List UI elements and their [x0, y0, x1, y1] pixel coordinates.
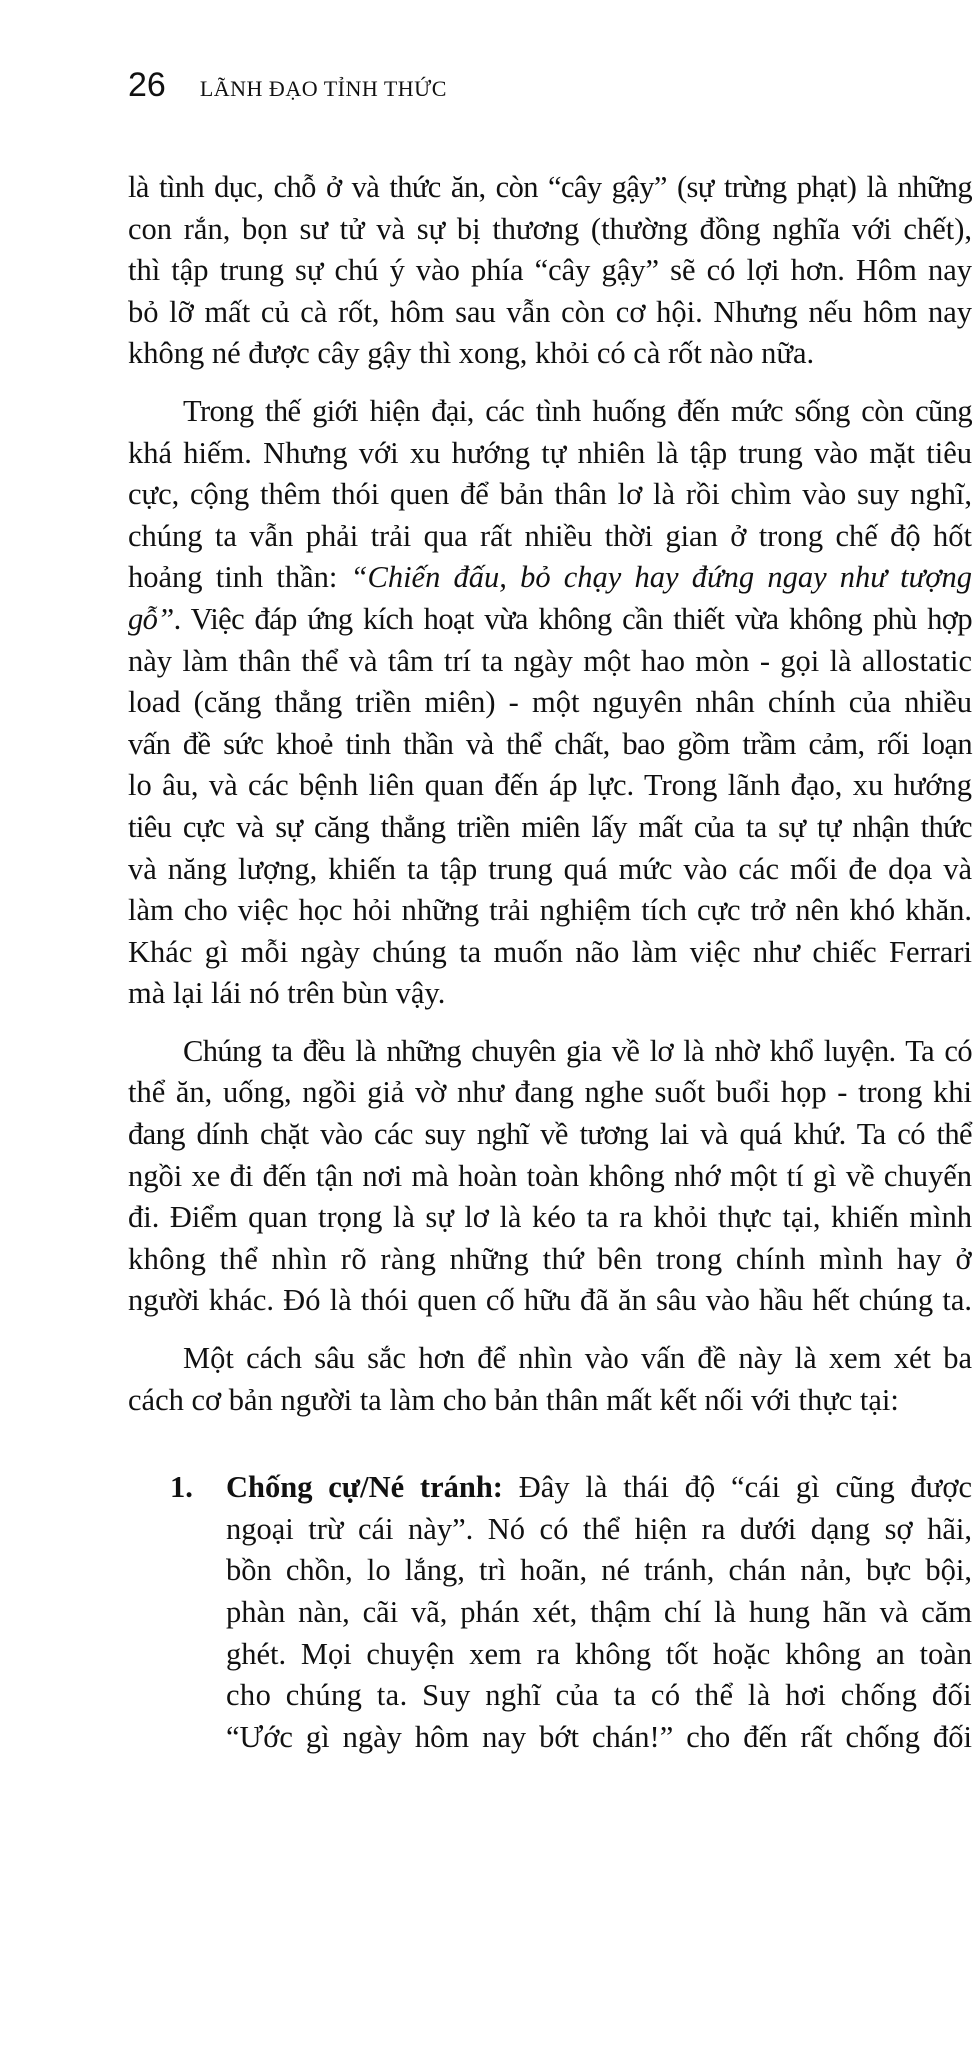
text-line: ngoại trừ cái này”. Nó có thể hiện ra dưới dạng sợ hãi,: [226, 1511, 972, 1546]
text-line: ngồi xe đi đến tận nơi mà hoàn toàn không nhớ một tí gì về chuyến: [128, 1158, 972, 1193]
text-line: ghét. Mọi chuyện xem ra không tốt hoặc không an toàn: [226, 1636, 972, 1671]
text-line: load (căng thẳng triền miên) - một nguyên nhân chính của nhiều: [128, 685, 972, 720]
text-line: cách cơ bản người ta làm cho bản thân mất kết nối với thực tại:: [128, 1382, 899, 1417]
body-text: [128, 167, 972, 1758]
text-line: phàn nàn, cãi vã, phán xét, thậm chí là hung hãn và căm: [226, 1595, 972, 1629]
text-line: đi. Điểm quan trọng là sự lơ là kéo ta ra khỏi thực tại, khiến mình: [128, 1200, 972, 1235]
italic-quote: “Chiến đấu, bỏ chạy hay đứng ngay như tượng: [350, 560, 972, 595]
paragraph-2: [128, 391, 972, 1015]
paragraph-3: [128, 1031, 972, 1322]
plain-text: Đây là thái độ “cái gì cũng được: [502, 1470, 972, 1505]
text-line: tiêu cực và sự căng thẳng triền miên lấy mất của ta sự tự nhận thức: [128, 809, 972, 844]
text-line: người khác. Đó là thói quen cố hữu đã ăn sâu vào hầu hết chúng ta.: [128, 1283, 972, 1318]
paragraph-4: [128, 1338, 972, 1421]
numbered-list: [128, 1467, 972, 1758]
text-line: làm cho việc học hỏi những trải nghiệm tích cực trở nên khó khăn.: [128, 893, 972, 928]
text-line: Một cách sâu sắc hơn để nhìn vào vấn đề này là xem xét ba: [183, 1341, 972, 1376]
plain-text: . Việc đáp ứng kích hoạt vừa không cần thiết vừa không phù hợp: [173, 601, 972, 636]
list-item: [128, 1467, 972, 1758]
text-line: [128, 557, 972, 599]
text-line: mà lại lái nó trên bùn vậy.: [128, 976, 446, 1011]
paragraph-1: [128, 167, 972, 375]
text-line: khá hiếm. Nhưng với xu hướng tự nhiên là tập trung vào mặt tiêu: [128, 435, 972, 470]
list-term: Chống cự/Né tránh:: [226, 1470, 503, 1505]
plain-text: hoảng tinh thần:: [128, 560, 351, 595]
list-number: 1.: [170, 1470, 193, 1505]
text-line: lo âu, và các bệnh liên quan đến áp lực. Trong lãnh đạo, xu hướng: [128, 768, 972, 803]
text-line: thể ăn, uống, ngồi giả vờ như đang nghe suốt buổi họp - trong khi: [128, 1075, 972, 1110]
text-line: Trong thế giới hiện đại, các tình huống đến mức sống còn cũng: [183, 393, 972, 428]
running-title: LÃNH ĐẠO TỈNH THỨC: [199, 76, 447, 101]
text-line: bỏ lỡ mất củ cà rốt, hôm sau vẫn còn cơ hội. Nhưng nếu hôm nay: [128, 294, 972, 329]
text-line: Khác gì mỗi ngày chúng ta muốn não làm việc như chiếc Ferrari: [128, 934, 972, 969]
text-line: và năng lượng, khiến ta tập trung quá mức vào các mối đe dọa và: [128, 851, 972, 886]
text-line: bồn chồn, lo lắng, trì hoãn, né tránh, chán nản, bực bội,: [226, 1553, 972, 1588]
page-header: [128, 66, 447, 105]
text-line: vấn đề sức khoẻ tinh thần và thể chất, bao gồm trầm cảm, rối loạn: [128, 726, 972, 761]
text-line: thì tập trung sự chú ý vào phía “cây gậy” sẽ có lợi hơn. Hôm nay: [128, 253, 972, 288]
text-line: [128, 599, 972, 641]
text-line: cho chúng ta. Suy nghĩ của ta có thể là hơi chống đối: [226, 1678, 972, 1713]
text-line: “Ước gì ngày hôm nay bớt chán!” cho đến rất chống đối: [226, 1719, 972, 1754]
page-number: 26: [128, 66, 166, 104]
italic-quote: gỗ”: [128, 601, 174, 636]
text-line: là tình dục, chỗ ở và thức ăn, còn “cây gậy” (sự trừng phạt) là những: [128, 170, 972, 204]
text-line: đang dính chặt vào các suy nghĩ về tương lai và quá khứ. Ta có thể: [128, 1117, 972, 1152]
text-line: cực, cộng thêm thói quen để bản thân lơ là rồi chìm vào suy nghĩ,: [128, 477, 972, 512]
text-line: chúng ta vẫn phải trải qua rất nhiều thời gian ở trong chế độ hốt: [128, 518, 972, 553]
text-line: không thể nhìn rõ ràng những thứ bên trong chính mình hay ở: [128, 1241, 972, 1276]
text-line: [226, 1467, 972, 1509]
text-line: con rắn, bọn sư tử và sự bị thương (thường đồng nghĩa với chết),: [128, 211, 972, 246]
text-line: Chúng ta đều là những chuyên gia về lơ là nhờ khổ luyện. Ta có: [183, 1033, 972, 1068]
text-line: không né được cây gậy thì xong, khỏi có cà rốt nào nữa.: [128, 336, 815, 371]
text-line: này làm thân thể và tâm trí ta ngày một hao mòn - gọi là allostatic: [128, 643, 972, 678]
